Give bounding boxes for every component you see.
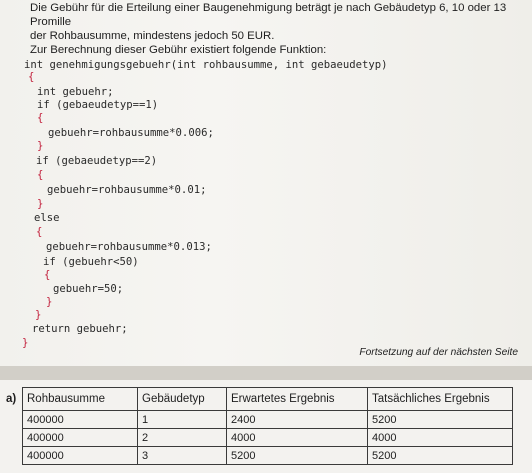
- intro-line-2: der Rohbausumme, mindestens jedoch 50 EUR.: [30, 30, 275, 42]
- code-line: if (gebaeudetyp==2): [36, 155, 158, 167]
- cell-rohbausumme: 400000: [23, 447, 138, 465]
- cell-tatsaechlich: 5200: [368, 411, 513, 429]
- cell-gebaeudetyp: 1: [138, 411, 227, 429]
- cell-tatsaechlich: 4000: [368, 429, 513, 447]
- code-line: int genehmigungsgebuehr(int rohbausumme, int gebaeudetyp): [24, 59, 388, 71]
- cell-tatsaechlich: 5200: [368, 447, 513, 465]
- table-row: [23, 429, 513, 447]
- header-erwartetes-ergebnis: Erwartetes Ergebnis: [227, 388, 368, 411]
- code-line: return gebuehr;: [32, 323, 128, 335]
- intro-text: [30, 1, 525, 43]
- intro-lead: Zur Berechnung dieser Gebühr existiert folgende Funktion:: [30, 44, 327, 56]
- header-tatsaechliches-ergebnis: Tatsächliches Ergebnis: [368, 388, 513, 411]
- task-label: a): [6, 393, 17, 405]
- intro-line-1: Die Gebühr für die Erteilung einer Baugenehmigung beträgt je nach Gebäudetyp 6, 10 oder 13 Promille: [30, 2, 507, 28]
- code-line: if (gebaeudetyp==1): [37, 99, 159, 111]
- code-line: }: [37, 140, 44, 152]
- header-rohbausumme: Rohbausumme: [23, 388, 138, 411]
- code-line: }: [46, 296, 53, 308]
- table-row: [23, 447, 513, 465]
- code-line: }: [37, 198, 44, 210]
- code-line: }: [22, 337, 29, 349]
- cell-rohbausumme: 400000: [23, 429, 138, 447]
- code-line: {: [37, 112, 44, 124]
- cell-erwartet: 2400: [227, 411, 368, 429]
- results-table: [22, 387, 513, 465]
- table-row: [23, 411, 513, 429]
- code-line: gebuehr=50;: [53, 283, 124, 295]
- cell-rohbausumme: 400000: [23, 411, 138, 429]
- code-line: if (gebuehr<50): [43, 256, 139, 268]
- code-line: {: [36, 226, 43, 238]
- code-line: {: [44, 269, 51, 281]
- code-line: int gebuehr;: [37, 86, 114, 98]
- continued-note: Fortsetzung auf der nächsten Seite: [359, 347, 518, 358]
- code-line: {: [28, 71, 35, 83]
- code-line: else: [34, 212, 60, 224]
- header-gebaeudetyp: Gebäudetyp: [138, 388, 227, 411]
- cell-gebaeudetyp: 2: [138, 429, 227, 447]
- code-line: {: [37, 169, 44, 181]
- code-line: }: [35, 309, 42, 321]
- page-gap: [0, 366, 532, 380]
- code-line: gebuehr=rohbausumme*0.006;: [48, 127, 214, 139]
- code-line: gebuehr=rohbausumme*0.013;: [46, 241, 212, 253]
- cell-gebaeudetyp: 3: [138, 447, 227, 465]
- cell-erwartet: 5200: [227, 447, 368, 465]
- cell-erwartet: 4000: [227, 429, 368, 447]
- code-line: gebuehr=rohbausumme*0.01;: [47, 184, 207, 196]
- table-header-row: [23, 388, 513, 411]
